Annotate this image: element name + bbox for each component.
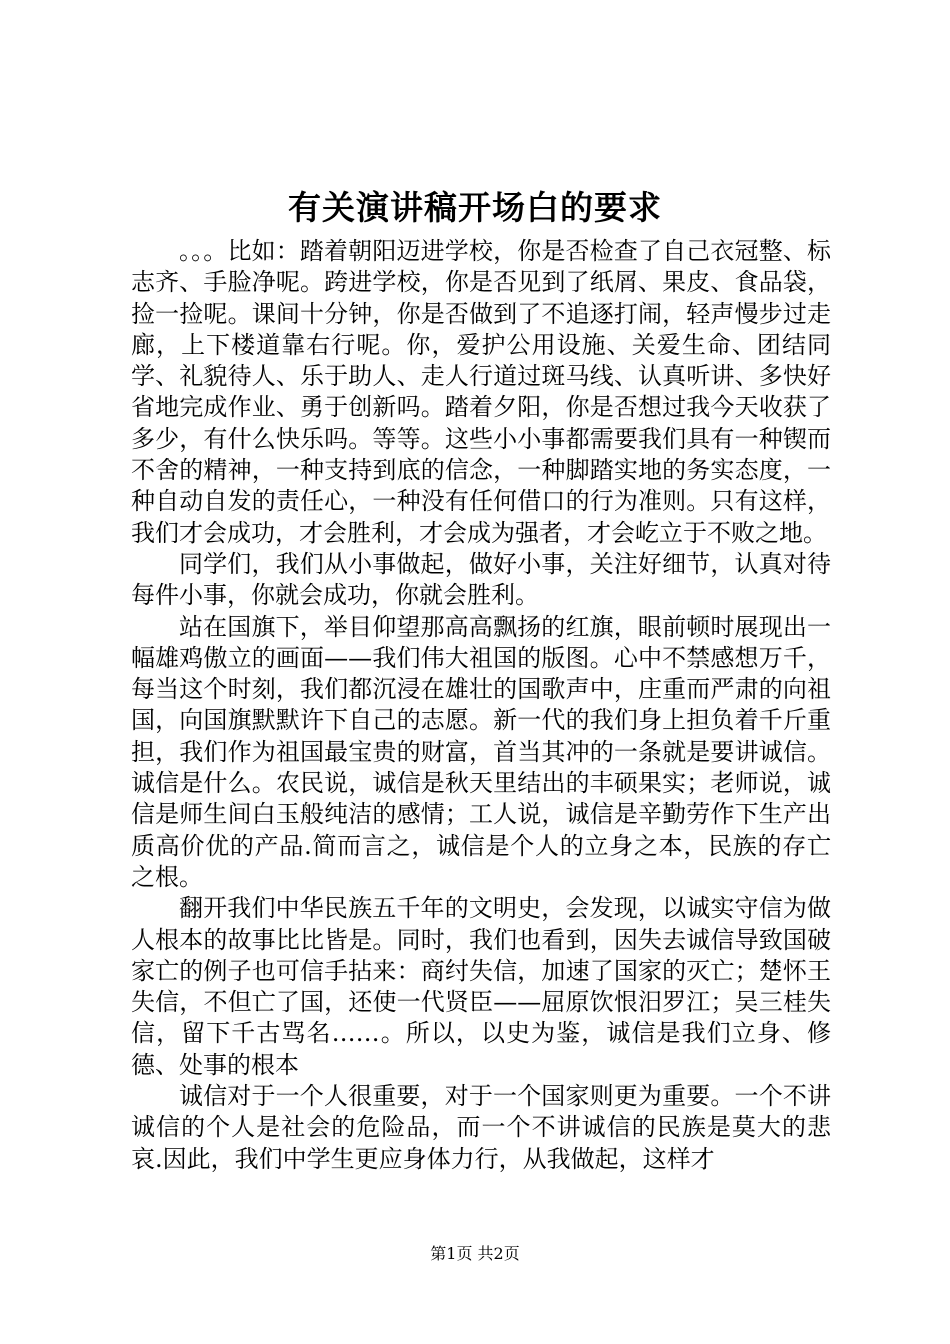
paragraph-5: 诚信对于一个人很重要，对于一个国家则更为重要。一个不讲诚信的个人是社会的危险品，而一个不讲诚信的民族是莫大的悲哀.因此，我们中学生更应身体力行，从我做起，这样才	[131, 1082, 831, 1173]
document-body	[131, 236, 831, 1175]
document-title: 有关演讲稿开场白的要求	[288, 188, 662, 227]
paragraph-3: 站在国旗下，举目仰望那高高飘扬的红旗，眼前顿时展现出一幅雄鸡傲立的画面——我们伟大祖国的版图。心中不禁感想万千，每当这个时刻，我们都沉浸在雄壮的国歌声中，庄重而严肃的向祖国，向国旗默默许下自己的志愿。新一代的我们身上担负着千斤重担，我们作为祖国最宝贵的财富，首当其冲的一条就是要讲诚信。诚信是什么。农民说，诚信是秋天里结出的丰硕果实；老师说，诚信是师生间白玉般纯洁的感情；工人说，诚信是辛勤劳作下生产出质高价优的产品.简而言之，诚信是个人的立身之本，民族的存亡之根。	[131, 612, 831, 891]
paragraph-1: 。。。比如：踏着朝阳迈进学校，你是否检查了自己衣冠整、标志齐、手脸净呢。跨进学校，你是否见到了纸屑、果皮、食品袋，捡一捡呢。课间十分钟，你是否做到了不追逐打闹，轻声慢步过走廊，上下楼道靠右行呢。你，爱护公用设施、关爱生命、团结同学、礼貌待人、乐于助人、走人行道过斑马线、认真听讲、多快好省地完成作业、勇于创新吗。踏着夕阳，你是否想过我今天收获了多少，有什么快乐吗。等等。这些小小事都需要我们具有一种锲而不舍的精神，一种支持到底的信念，一种脚踏实地的务实态度，一种自动自发的责任心，一种没有任何借口的行为准则。只有这样，我们才会成功，才会胜利，才会成为强者，才会屹立于不败之地。	[131, 237, 831, 547]
paragraph-4: 翻开我们中华民族五千年的文明史，会发现，以诚实守信为做人根本的故事比比皆是。同时，我们也看到，因失去诚信导致国破家亡的例子也可信手拈来：商纣失信，加速了国家的灭亡；楚怀王失信，不但亡了国，还使一代贤臣——屈原饮恨汨罗江；吴三桂失信，留下千古骂名……。所以，以史为鉴，诚信是我们立身、修德、处事的根本	[131, 894, 831, 1079]
paragraph-2: 同学们，我们从小事做起，做好小事，关注好细节，认真对待每件小事，你就会成功，你就会胜利。	[131, 549, 831, 610]
page-footer: 第1页 共2页	[430, 1244, 520, 1263]
